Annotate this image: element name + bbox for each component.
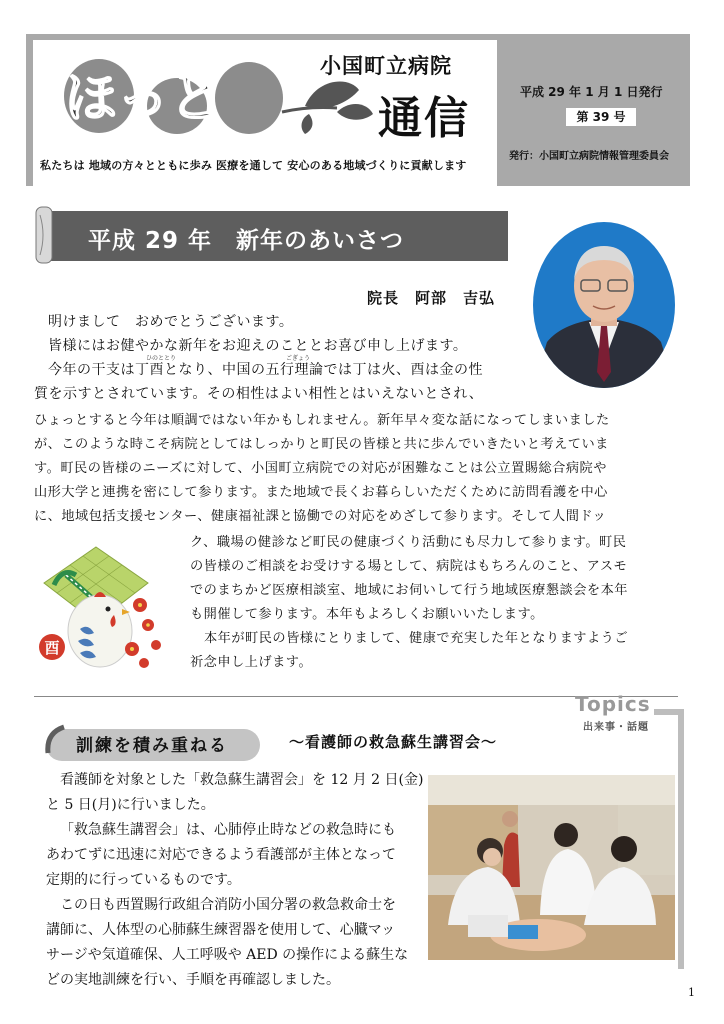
topic-line: あわてずに迅速に対応できるよう看護部が主体となって bbox=[46, 847, 396, 863]
topic-line: 看護師を対象とした「救急蘇生講習会」を 12 月 2 日(金) bbox=[60, 772, 424, 788]
hospital-name: 小国町立病院 bbox=[320, 54, 452, 78]
topic-subheading: ～看護師の救急蘇生講習会～ bbox=[289, 733, 498, 751]
newsletter-title: 通信 bbox=[378, 93, 470, 144]
greeting-line: 質を示すとされています。その相性はよい相性とはいえないとされ、 bbox=[34, 386, 484, 402]
issue-number: 第 39 号 bbox=[566, 108, 636, 126]
stamp-character: 酉 bbox=[44, 639, 60, 657]
greeting-line: ク、職場の健診など町民の健康づくり活動にも尽力して参ります。町民 bbox=[190, 535, 627, 550]
greeting-line: 皆様にはお健やかな新年をお迎えのこととお喜び申し上げます。 bbox=[48, 338, 468, 354]
director-portrait bbox=[533, 222, 675, 388]
topics-sublabel: 出来事・話題 bbox=[583, 722, 649, 733]
greeting-line: の皆様のご相談をお受けする場として、病院はもちろんのこと、アスモ bbox=[190, 559, 628, 574]
greeting-line: 明けまして おめでとうございます。 bbox=[48, 314, 294, 330]
topic-line: と 5 日(月)に行いました。 bbox=[46, 797, 215, 813]
greeting-line: が、このような時こそ病院としてはしっかりと町民の皆様と共に歩んでいきたいと考えていま bbox=[34, 437, 609, 452]
page-number: 1 bbox=[688, 986, 695, 999]
greeting-line: 今年の干支は丁酉となり、中国の五行理論では丁は火、酉は金の性 bbox=[48, 362, 483, 378]
greeting-line: 本年が町民の皆様にとりまして、健康で充実した年となりますようご bbox=[204, 631, 629, 646]
topics-label: Topics bbox=[575, 692, 651, 716]
greeting-line: に、地域包括支援センター、健康福祉課と協働での対応をめざして参ります。そして人間ドッ bbox=[34, 509, 607, 524]
rooster-bell-illustration bbox=[36, 545, 174, 673]
publisher: 発行：小国町立病院情報管理委員会 bbox=[509, 151, 669, 162]
ruby-gogyo: ごぎょう bbox=[286, 355, 311, 362]
hotto-logo-text: ほっと bbox=[65, 69, 222, 129]
topic-line: サージや気道確保、人工呼吸や AED の操作による蘇生な bbox=[46, 947, 409, 963]
greeting-line: す。町民の皆様のニーズに対して、小国町立病院での対応が困難なことは公立置賜総合病院や bbox=[34, 461, 607, 476]
topic-line: どの実地訓練を行い、手順を再確認しました。 bbox=[46, 972, 340, 988]
cpr-training-photo bbox=[428, 775, 675, 960]
topic-line: 定期的に行っているものです。 bbox=[46, 872, 241, 888]
hospital-motto: 私たちは 地域の方々とともに歩み 医療を通して 安心のある地域づくりに貢献します bbox=[40, 159, 467, 172]
greeting-line: も開催して参ります。本年もよろしくお願いいたします。 bbox=[190, 607, 544, 622]
topic-line: 講師に、人体型の心肺蘇生練習器を使用して、心臓マッ bbox=[46, 922, 396, 938]
greeting-line: 祈念申し上げます。 bbox=[190, 655, 313, 670]
greeting-line: でのまちかど医療相談室、地域にお伺いして行う地域医療懇談会を本年 bbox=[190, 583, 628, 598]
ruby-hinoto-tori: ひのととり bbox=[146, 355, 177, 362]
greeting-heading: 平成 29 年 新年のあいさつ bbox=[88, 228, 405, 254]
greeting-line: ひょっとすると今年は順調ではない年かもしれません。新年早々変な話になってしまいました bbox=[34, 413, 610, 428]
author-name: 院長 阿部 吉弘 bbox=[367, 289, 496, 307]
topic-line: この日も西置賜行政組合消防小国分署の救急救命士を bbox=[60, 897, 396, 913]
topic-line: 「救急蘇生講習会」は、心肺停止時などの救急時にも bbox=[60, 822, 396, 838]
greeting-line: 山形大学と連携を密にして参ります。また地域で長くお暮らしいただくために訪問看護を中心 bbox=[34, 485, 608, 500]
issue-date: 平成 29 年 1 月 1 日発行 bbox=[520, 85, 663, 99]
topic-heading: 訓練を積み重ねる bbox=[76, 736, 228, 756]
